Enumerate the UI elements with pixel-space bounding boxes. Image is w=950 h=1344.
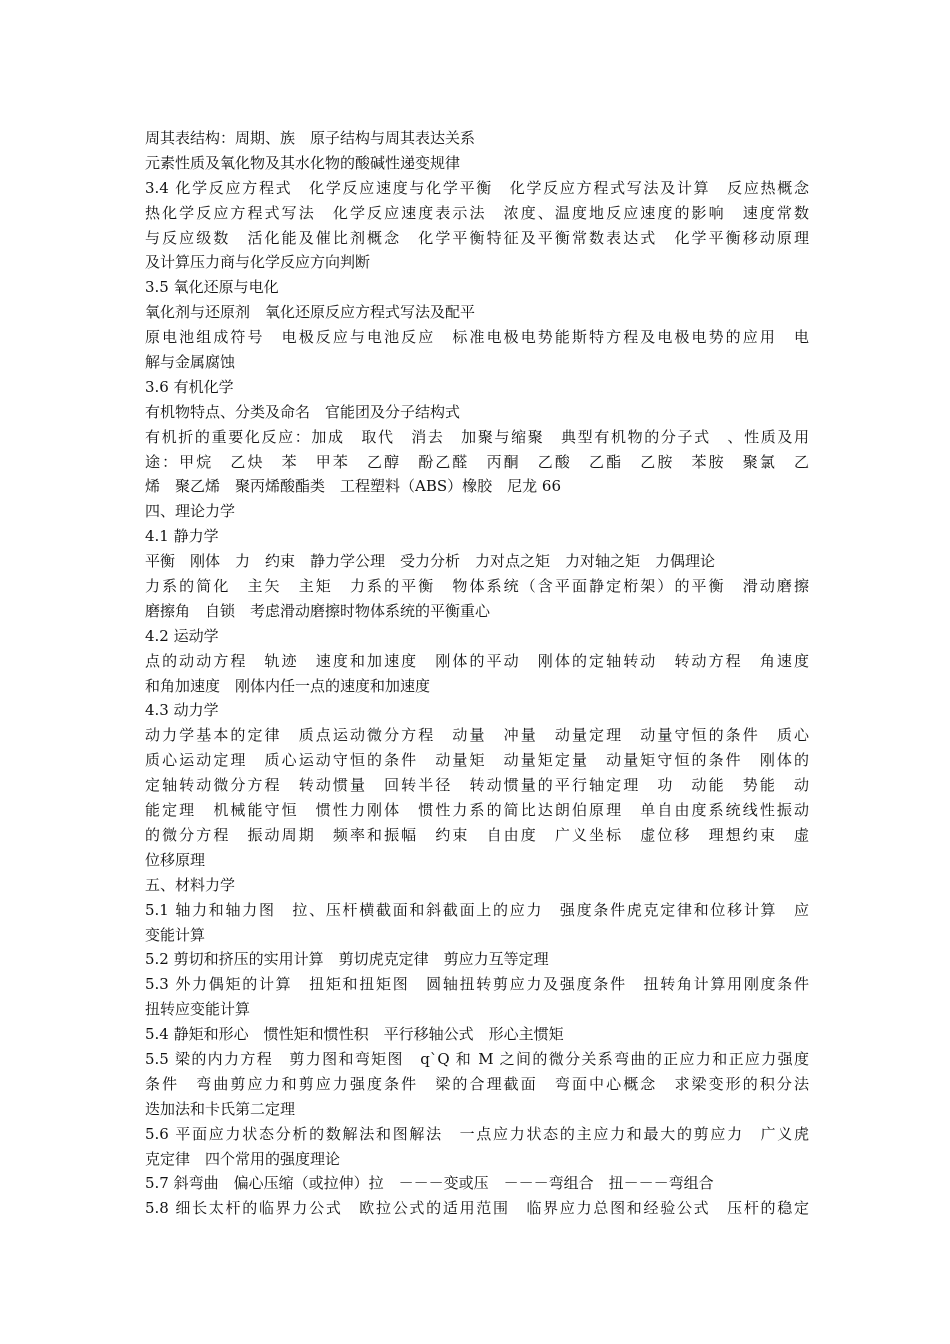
text-line: 有机物特点、分类及命名 官能团及分子结构式 xyxy=(145,402,461,421)
text-line: 迭加法和卡氏第二定理 xyxy=(145,1099,296,1118)
text-line: 周其表结构：周期、族 原子结构与周其表达关系 xyxy=(145,129,476,147)
text-line: 点的动动方程 轨迹 速度和加速度 刚体的平动 刚体的定轴转动 转动方程 角速度 xyxy=(145,651,809,670)
section-heading: 4.2 运动学 xyxy=(145,626,219,645)
text-line: 解与金属腐蚀 xyxy=(145,353,236,372)
section-heading: 3.5 氧化还原与电化 xyxy=(145,278,279,297)
text-line: 动力学基本的定律 质点运动微分方程 动量 冲量 动量定理 动量守恒的条件 质心 xyxy=(145,726,809,745)
text-line: 定轴转动微分方程 转动惯量 回转半径 转动惯量的平行轴定理 功 动能 势能 动 xyxy=(145,776,809,795)
chapter-heading: 五、材料力学 xyxy=(145,875,236,894)
text-line: 元素性质及氧化物及其水化物的酸碱性递变规律 xyxy=(145,153,461,172)
text-line: 与反应级数 活化能及催比剂概念 化学平衡特征及平衡常数表达式 化学平衡移动原理 xyxy=(145,228,809,247)
text-line: 位移原理 xyxy=(145,850,206,869)
text-line: 氧化剂与还原剂 氧化还原反应方程式写法及配平 xyxy=(145,303,476,322)
text-line: 3.4 化学反应方程式 化学反应速度与化学平衡 化学反应方程式写法及计算 反应热概念 xyxy=(145,178,809,197)
text-line: 及计算压力商与化学反应方向判断 xyxy=(145,253,371,272)
text-line: 平衡 刚体 力 约束 静力学公理 受力分析 力对点之矩 力对轴之矩 力偶理论 xyxy=(145,552,716,571)
text-line: 烯 聚乙烯 聚丙烯酸酯类 工程塑料（ABS）橡胶 尼龙 66 xyxy=(145,477,561,496)
text-line: 磨擦角 自锁 考虑滑动磨擦时物体系统的平衡重心 xyxy=(145,601,491,620)
text-line: 扭转应变能计算 xyxy=(145,1000,251,1019)
text-line: 的微分方程 振动周期 频率和振幅 约束 自由度 广义坐标 虚位移 理想约束 虚 xyxy=(145,825,809,844)
text-line: 能定理 机械能守恒 惯性力刚体 惯性力系的简比达朗伯原理 单自由度系统线性振动 xyxy=(145,801,809,820)
text-line: 5.5 梁的内力方程 剪力图和弯矩图 q`Q 和 M 之间的微分关系弯曲的正应力和正应力强度 xyxy=(145,1049,809,1068)
text-line: 5.6 平面应力状态分析的数解法和图解法 一点应力状态的主应力和最大的剪应力 广义虎 xyxy=(145,1124,809,1143)
document-body xyxy=(145,126,809,1221)
text-line: 力系的简化 主矢 主矩 力系的平衡 物体系统（含平面静定桁架）的平衡 滑动磨擦 xyxy=(145,577,809,596)
chapter-heading: 四、理论力学 xyxy=(145,502,236,521)
text-line: 5.1 轴力和轴力图 拉、压杆横截面和斜截面上的应力 强度条件虎克定律和位移计算 应 xyxy=(145,900,809,919)
text-line: 5.8 细长太杆的临界力公式 欧拉公式的适用范围 临界应力总图和经验公式 压杆的稳定 xyxy=(145,1199,809,1218)
text-line: 5.4 静矩和形心 惯性矩和惯性积 平行移轴公式 形心主惯矩 xyxy=(145,1025,564,1044)
text-line: 克定律 四个常用的强度理论 xyxy=(145,1149,341,1168)
text-line: 有机折的重要化反应：加成 取代 消去 加聚与缩聚 典型有机物的分子式 、性质及用 xyxy=(145,427,809,446)
text-line: 5.3 外力偶矩的计算 扭矩和扭矩图 圆轴扭转剪应力及强度条件 扭转角计算用刚度条件 xyxy=(145,975,809,994)
section-heading: 4.1 静力学 xyxy=(145,527,219,546)
text-line: 条件 弯曲剪应力和剪应力强度条件 梁的合理截面 弯面中心概念 求梁变形的积分法 xyxy=(145,1074,809,1093)
text-line: 5.2 剪切和挤压的实用计算 剪切虎克定律 剪应力互等定理 xyxy=(145,950,549,969)
text-line: 途：甲烷 乙炔 苯 甲苯 乙醇 酚乙醛 丙酮 乙酸 乙酯 乙胺 苯胺 聚氯 乙 xyxy=(145,452,809,471)
section-heading: 4.3 动力学 xyxy=(145,701,219,720)
text-line: 热化学反应方程式写法 化学反应速度表示法 浓度、温度地反应速度的影响 速度常数 xyxy=(145,203,809,222)
text-line: 变能计算 xyxy=(145,925,206,944)
text-line: 质心运动定理 质心运动守恒的条件 动量矩 动量矩定量 动量矩守恒的条件 刚体的 xyxy=(145,751,809,770)
text-line: 原电池组成符号 电极反应与电池反应 标准电极电势能斯特方程及电极电势的应用 电 xyxy=(145,328,809,347)
text-line: 和角加速度 刚体内任一点的速度和加速度 xyxy=(145,676,431,695)
section-heading: 3.6 有机化学 xyxy=(145,377,234,396)
text-line: 5.7 斜弯曲 偏心压缩（或拉伸）拉 －－－变或压 －－－弯组合 扭－－－弯组合 xyxy=(145,1174,714,1193)
